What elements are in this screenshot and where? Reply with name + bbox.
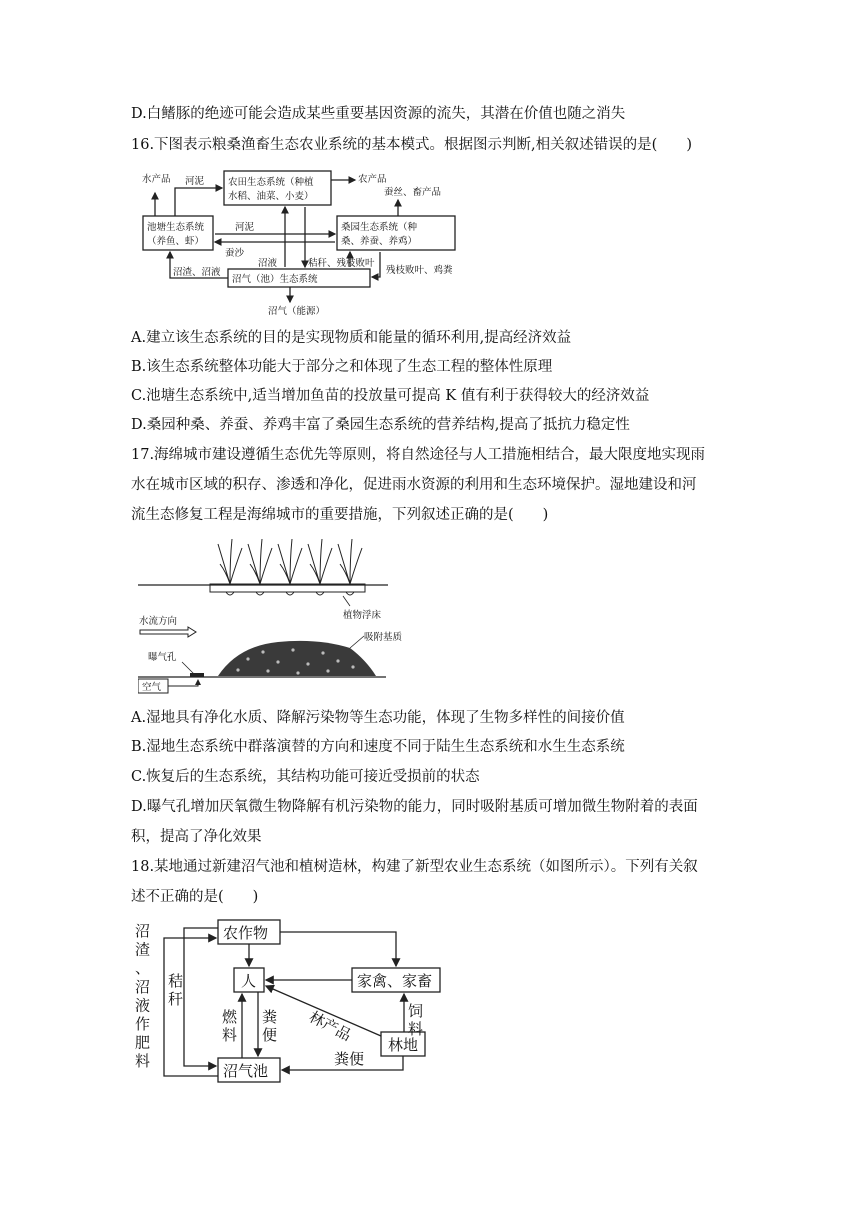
- fig16-biogas-liquid: 沼液: [258, 258, 278, 269]
- q17-option-d-line1: D.曝气孔增加厌氧微生物降解有机污染物的能力，同时吸附基质可增加微生物附着的表面: [131, 799, 698, 815]
- q17-stem-line2: 水在城市区域的积存、渗透和净化，促进雨水资源的利用和生态环境保护。湿地建设和河: [131, 477, 697, 493]
- fig16-pond-line1: 池塘生态系统: [147, 222, 205, 233]
- fig16-pond-line2: （养鱼、虾）: [147, 236, 205, 247]
- fig16-biogas-residue: 沼渣、沼液: [173, 267, 221, 278]
- fig18-feed-label-char: 饲: [408, 1002, 424, 1020]
- q17-option-b: B.湿地生态系统中群落演替的方向和速度不同于陆生生态系统和水生生态系统: [131, 739, 625, 755]
- fig18-human: 人: [241, 972, 257, 990]
- fig16-farmland-line2: 水稻、油菜、小麦）: [228, 191, 314, 202]
- q17-option-c: C.恢复后的生态系统，其结构功能可接近受损前的状态: [131, 769, 480, 785]
- q16-option-a: A.建立该生态系统的目的是实现物质和能量的循环利用,提高经济效益: [131, 330, 572, 346]
- fig17-flow-direction-label: 水流方向: [139, 616, 178, 627]
- fig18-fertilizer-label-char: 作: [135, 1015, 151, 1033]
- fig18-manure-vertical-label-char: 粪: [262, 1008, 278, 1026]
- fig18-manure-horizontal: 粪便: [334, 1050, 365, 1068]
- fig16-river-mud-mid: 河泥: [235, 222, 255, 233]
- fig18-forest: 林地: [388, 1036, 419, 1054]
- fig16-mulberry-line1: 桑园生态系统（种: [341, 222, 418, 233]
- q15-option-d: D.白鳍豚的绝迹可能会造成某些重要基因资源的流失，其潜在价值也随之消失: [131, 106, 626, 122]
- fig18-fertilizer-label-char: 液: [135, 996, 151, 1015]
- q17-option-d-line2: 积，提高了净化效果: [131, 829, 262, 845]
- q16-stem: 16.下图表示粮桑渔畜生态农业系统的基本模式。根据图示判断,相关叙述错误的是( ): [131, 137, 692, 153]
- fig17-air-label: 空气: [142, 682, 162, 693]
- q16-option-b: B.该生态系统整体功能大于部分之和体现了生态工程的整体性原理: [131, 359, 553, 375]
- fig18-fertilizer-label-char: 、: [135, 959, 151, 978]
- fig16-farm-product: 农产品: [358, 174, 387, 185]
- figure-16-diagram: [140, 168, 465, 318]
- fig18-forest-product: 林产品: [306, 1007, 355, 1045]
- fig16-silkworm-waste: 蚕沙: [225, 248, 245, 259]
- fig18-livestock: 家禽、家畜: [357, 972, 433, 990]
- fig18-straw-label-char: 秆: [168, 990, 184, 1008]
- fig16-straw: 秸秆、残枝败叶: [308, 258, 375, 269]
- fig16-water-product: 水产品: [142, 174, 171, 185]
- figure-17-wetland-diagram: [138, 534, 438, 696]
- fig18-fuel-label-char: 燃: [222, 1008, 238, 1026]
- fig16-biogas-system: 沼气（池）生态系统: [232, 274, 318, 285]
- fig18-fertilizer-label-char: 渣: [135, 940, 151, 959]
- fig18-manure-vertical-label-char: 便: [262, 1026, 278, 1044]
- fig16-river-mud-top: 河泥: [185, 176, 205, 187]
- q17-stem-line3: 流生态修复工程是海绵城市的重要措施，下列叙述正确的是( ): [131, 507, 549, 523]
- fig16-mulberry-line2: 桑、养蚕、养鸡）: [341, 236, 418, 247]
- fig17-adsorption-label: 吸附基质: [364, 632, 403, 643]
- fig16-silk-product: 蚕丝、畜产品: [384, 187, 442, 198]
- fig17-aeration-label: 曝气孔: [148, 652, 177, 663]
- fig16-branches-manure: 残枝败叶、鸡粪: [386, 265, 453, 276]
- fig18-fertilizer-label-char: 肥: [135, 1033, 151, 1052]
- q17-stem-line1: 17.海绵城市建设遵循生态优先等原则，将自然途径与人工措施相结合，最大限度地实现雨: [131, 447, 706, 463]
- fig18-fertilizer-label-char: 沼: [135, 922, 151, 940]
- fig18-feed-label-char: 料: [408, 1020, 424, 1038]
- q16-option-d: D.桑园种桑、养蚕、养鸡丰富了桑园生态系统的营养结构,提高了抵抗力稳定性: [131, 417, 630, 433]
- fig16-biogas-energy: 沼气（能源）: [268, 306, 326, 317]
- q18-stem-line2: 述不正确的是( ): [131, 889, 259, 905]
- q16-option-c: C.池塘生态系统中,适当增加鱼苗的投放量可提高 K 值有利于获得较大的经济效益: [131, 388, 650, 404]
- fig17-floating-bed-label: 植物浮床: [343, 610, 382, 621]
- fig18-fertilizer-label-char: 沼: [135, 977, 151, 996]
- figure-18-agro-ecosystem: [134, 916, 446, 1084]
- fig18-crops: 农作物: [223, 924, 269, 942]
- fig18-straw-label-char: 秸: [168, 972, 184, 990]
- fig16-farmland-line1: 农田生态系统（种植: [228, 177, 314, 188]
- fig18-fuel-label-char: 料: [222, 1026, 238, 1044]
- fig18-fertilizer-label-char: 料: [135, 1052, 151, 1071]
- q17-option-a: A.湿地具有净化水质、降解污染物等生态功能，体现了生物多样性的间接价值: [131, 710, 625, 726]
- fig18-biogas-pit: 沼气池: [223, 1062, 269, 1080]
- q18-stem-line1: 18.某地通过新建沼气池和植树造林，构建了新型农业生态系统（如图所示）。下列有关叙: [131, 859, 698, 875]
